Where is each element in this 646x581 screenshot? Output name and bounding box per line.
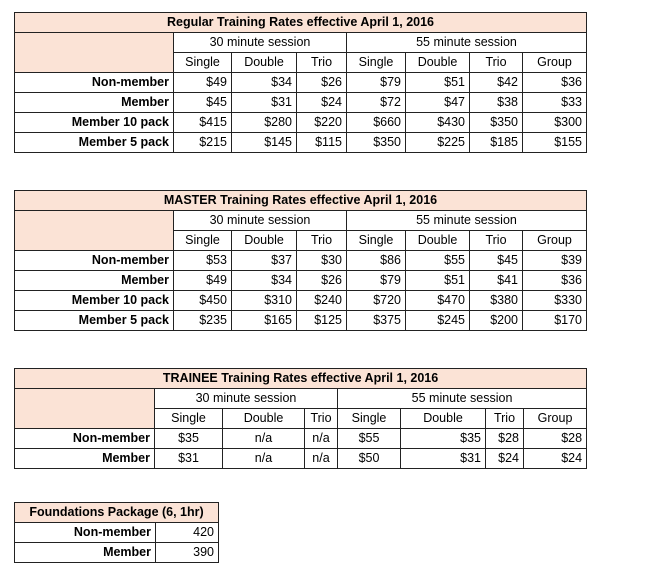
price-cell: $470 xyxy=(406,291,470,311)
price-cell: $350 xyxy=(347,133,406,153)
column-header: Double xyxy=(406,53,470,73)
table-row xyxy=(15,449,587,469)
price-cell: $31 xyxy=(155,449,223,469)
price-cell: $28 xyxy=(524,429,587,449)
column-header: Trio xyxy=(297,231,347,251)
table-title: Regular Training Rates effective April 1, 2016 xyxy=(15,13,587,33)
price-cell: $47 xyxy=(406,93,470,113)
row-label: Member 5 pack xyxy=(15,311,174,331)
row-label: Member 5 pack xyxy=(15,133,174,153)
price-cell: $415 xyxy=(174,113,232,133)
trainee-rates-table xyxy=(14,368,587,469)
group-header-55min: 55 minute session xyxy=(338,389,587,409)
price-cell: $240 xyxy=(297,291,347,311)
price-cell: n/a xyxy=(305,429,338,449)
column-header: Double xyxy=(232,53,297,73)
price-cell: $42 xyxy=(470,73,523,93)
master-rates-table xyxy=(14,190,587,331)
price-cell: $450 xyxy=(174,291,232,311)
column-header: Trio xyxy=(305,409,338,429)
price-cell: $51 xyxy=(406,271,470,291)
column-header: Trio xyxy=(297,53,347,73)
row-label: Non-member xyxy=(15,73,174,93)
price-cell: $34 xyxy=(232,271,297,291)
price-cell: $660 xyxy=(347,113,406,133)
column-header: Single xyxy=(155,409,223,429)
price-cell: $39 xyxy=(523,251,587,271)
price-cell: $24 xyxy=(486,449,524,469)
row-label: Member xyxy=(15,449,155,469)
price-cell: $280 xyxy=(232,113,297,133)
price-cell: $79 xyxy=(347,271,406,291)
table-row xyxy=(15,429,587,449)
price-cell: $55 xyxy=(406,251,470,271)
price-cell: $165 xyxy=(232,311,297,331)
price-cell: $430 xyxy=(406,113,470,133)
table-row xyxy=(15,523,219,543)
column-header: Double xyxy=(223,409,305,429)
column-header: Group xyxy=(523,53,587,73)
price-cell: $72 xyxy=(347,93,406,113)
column-header: Group xyxy=(523,231,587,251)
price-cell: $720 xyxy=(347,291,406,311)
row-label: Member xyxy=(15,543,156,563)
corner-cell xyxy=(15,33,174,73)
group-header-55min: 55 minute session xyxy=(347,33,587,53)
price-cell: $350 xyxy=(470,113,523,133)
row-label: Member xyxy=(15,93,174,113)
price-cell: $115 xyxy=(297,133,347,153)
price-cell: $33 xyxy=(523,93,587,113)
price-cell: $45 xyxy=(174,93,232,113)
price-cell: $235 xyxy=(174,311,232,331)
price-cell: $380 xyxy=(470,291,523,311)
table-row xyxy=(15,113,587,133)
price-cell: n/a xyxy=(223,449,305,469)
price-cell: $300 xyxy=(523,113,587,133)
price-cell: $330 xyxy=(523,291,587,311)
column-header: Double xyxy=(401,409,486,429)
row-label: Member 10 pack xyxy=(15,113,174,133)
price-cell: $35 xyxy=(401,429,486,449)
price-cell: $49 xyxy=(174,73,232,93)
price-cell: $145 xyxy=(232,133,297,153)
table-title: Foundations Package (6, 1hr) xyxy=(15,503,219,523)
price-cell: $24 xyxy=(524,449,587,469)
column-header: Trio xyxy=(470,231,523,251)
group-header-30min: 30 minute session xyxy=(174,211,347,231)
table-row xyxy=(15,73,587,93)
price-cell: $36 xyxy=(523,271,587,291)
price-cell: $28 xyxy=(486,429,524,449)
corner-cell xyxy=(15,211,174,251)
table-row xyxy=(15,271,587,291)
row-label: Non-member xyxy=(15,251,174,271)
column-header: Single xyxy=(174,53,232,73)
column-header: Single xyxy=(338,409,401,429)
corner-cell xyxy=(15,389,155,429)
column-header: Trio xyxy=(486,409,524,429)
row-label: Non-member xyxy=(15,429,155,449)
price-cell: n/a xyxy=(223,429,305,449)
price-cell: 420 xyxy=(156,523,219,543)
price-cell: $30 xyxy=(297,251,347,271)
table-title: TRAINEE Training Rates effective April 1, 2016 xyxy=(15,369,587,389)
price-cell: $51 xyxy=(406,73,470,93)
price-cell: $45 xyxy=(470,251,523,271)
price-cell: $245 xyxy=(406,311,470,331)
table-row xyxy=(15,543,219,563)
column-header: Group xyxy=(524,409,587,429)
price-cell: $24 xyxy=(297,93,347,113)
price-cell: $50 xyxy=(338,449,401,469)
table-title: MASTER Training Rates effective April 1, 2016 xyxy=(15,191,587,211)
price-cell: $26 xyxy=(297,271,347,291)
price-cell: $220 xyxy=(297,113,347,133)
price-cell: $185 xyxy=(470,133,523,153)
row-label: Non-member xyxy=(15,523,156,543)
price-cell: $225 xyxy=(406,133,470,153)
price-cell: $37 xyxy=(232,251,297,271)
row-label: Member xyxy=(15,271,174,291)
price-cell: $55 xyxy=(338,429,401,449)
price-cell: $31 xyxy=(401,449,486,469)
price-cell: $79 xyxy=(347,73,406,93)
price-cell: $125 xyxy=(297,311,347,331)
price-cell: $375 xyxy=(347,311,406,331)
table-row xyxy=(15,291,587,311)
price-cell: $31 xyxy=(232,93,297,113)
table-row xyxy=(15,251,587,271)
group-header-55min: 55 minute session xyxy=(347,211,587,231)
price-cell: $86 xyxy=(347,251,406,271)
column-header: Single xyxy=(347,53,406,73)
price-cell: $26 xyxy=(297,73,347,93)
price-cell: $170 xyxy=(523,311,587,331)
price-cell: 390 xyxy=(156,543,219,563)
group-header-30min: 30 minute session xyxy=(155,389,338,409)
group-header-30min: 30 minute session xyxy=(174,33,347,53)
price-cell: $34 xyxy=(232,73,297,93)
price-cell: $38 xyxy=(470,93,523,113)
price-cell: $200 xyxy=(470,311,523,331)
price-cell: $41 xyxy=(470,271,523,291)
table-row xyxy=(15,311,587,331)
price-cell: $215 xyxy=(174,133,232,153)
price-cell: $53 xyxy=(174,251,232,271)
price-cell: $35 xyxy=(155,429,223,449)
regular-rates-table xyxy=(14,12,587,153)
foundations-package-table xyxy=(14,502,219,563)
price-cell: $310 xyxy=(232,291,297,311)
table-row xyxy=(15,93,587,113)
column-header: Single xyxy=(174,231,232,251)
table-row xyxy=(15,133,587,153)
price-cell: $49 xyxy=(174,271,232,291)
price-cell: $155 xyxy=(523,133,587,153)
column-header: Double xyxy=(232,231,297,251)
row-label: Member 10 pack xyxy=(15,291,174,311)
column-header: Double xyxy=(406,231,470,251)
price-cell: n/a xyxy=(305,449,338,469)
price-cell: $36 xyxy=(523,73,587,93)
column-header: Trio xyxy=(470,53,523,73)
column-header: Single xyxy=(347,231,406,251)
